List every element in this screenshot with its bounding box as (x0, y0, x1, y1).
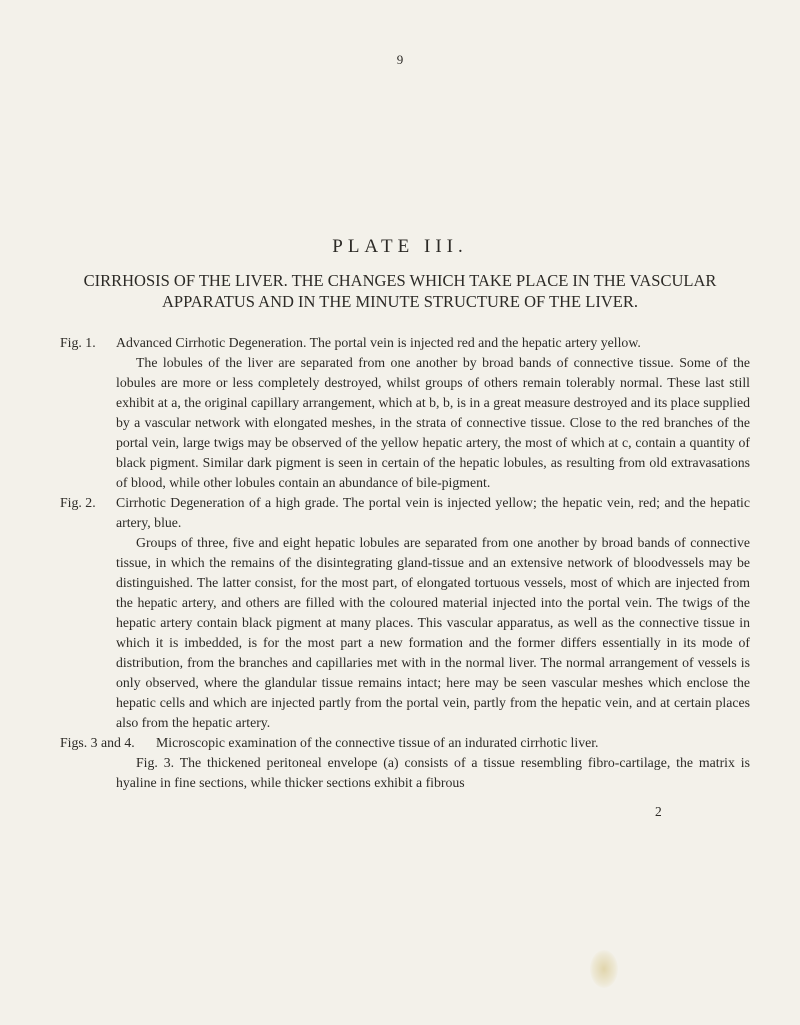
figure-label: Fig. 1. (60, 335, 96, 350)
figure-description: The lobules of the liver are separated from one another by broad bands of connective tissue. Some of the lobules are more or less completely destroyed, whilst groups of others remain tolerably normal. These last still exhibit at a, the original capillary arrangement, which at b, b, is in a great measure destroyed and its place supplied by a vascular network with elongated meshes, in the strata of connective tissue. Close to the red branches of the portal vein, large twigs may be observed of the yellow hepatic artery, the most of which at c, contain a quantity of black pigment. Similar dark pigment is seen in certain of the hepatic lobules, as resulting from old extravasations of blood, while other lobules contain an abundance of bile-pigment. (116, 355, 750, 490)
figure-caption: Microscopic examination of the connective tissue of an indurated cirrhotic liver. (156, 735, 599, 750)
figure-description: Fig. 3. The thickened peritoneal envelope (a) consists of a tissue resembling fibro-cartilage, the matrix is hyaline in fine sections, while thicker sections exhibit a fibrous (116, 755, 750, 790)
figure-2-entry (60, 493, 750, 733)
figure-caption: Advanced Cirrhotic Degeneration. The portal vein is injected red and the hepatic artery yellow. (116, 335, 641, 350)
figure-label: Fig. 2. (60, 495, 96, 510)
figure-label: Figs. 3 and 4. (60, 735, 135, 750)
plate-subtitle (40, 270, 760, 312)
page-number: 9 (396, 52, 404, 67)
paper-stain (590, 950, 618, 988)
figure-3-4-entry (60, 733, 750, 793)
figure-caption: Cirrhotic Degeneration of a high grade. The portal vein is injected yellow; the hepatic vein, red; and the hepatic artery, blue. (116, 495, 750, 530)
figure-1-entry (60, 333, 750, 493)
subtitle-line-1: CIRRHOSIS OF THE LIVER. THE CHANGES WHICH TAKE PLACE IN THE VASCULAR (83, 271, 717, 290)
plate-title: PLATE III. (332, 236, 468, 257)
figure-description: Groups of three, five and eight hepatic lobules are separated from one another by broad bands of connective tissue, in which the remains of the disintegrating gland-tissue and an extensive network of bloodvessels may be distinguished. The latter consist, for the most part, of elongated tortuous vessels, most of which are injected from the hepatic artery, and others are filled with the coloured material injected into the portal vein. The twigs of the hepatic artery contain black pigment at many places. This vascular apparatus, as well as the connective tissue in which it is imbedded, is for the most part a new formation and the former differs essentially in its mode of distribution, from the branches and capillaries met with in the normal liver. The normal arrangement of vessels is only observed, where the glandular tissue remains intact; here may be seen vascular meshes which enclose the hepatic cells and which are injected partly from the portal vein, partly from the hepatic vein, and at certain places also from the hepatic artery. (116, 535, 750, 730)
plate-description (60, 333, 750, 793)
catchword: 2 (655, 804, 662, 819)
subtitle-line-2: APPARATUS AND IN THE MINUTE STRUCTURE OF THE LIVER. (162, 292, 638, 311)
